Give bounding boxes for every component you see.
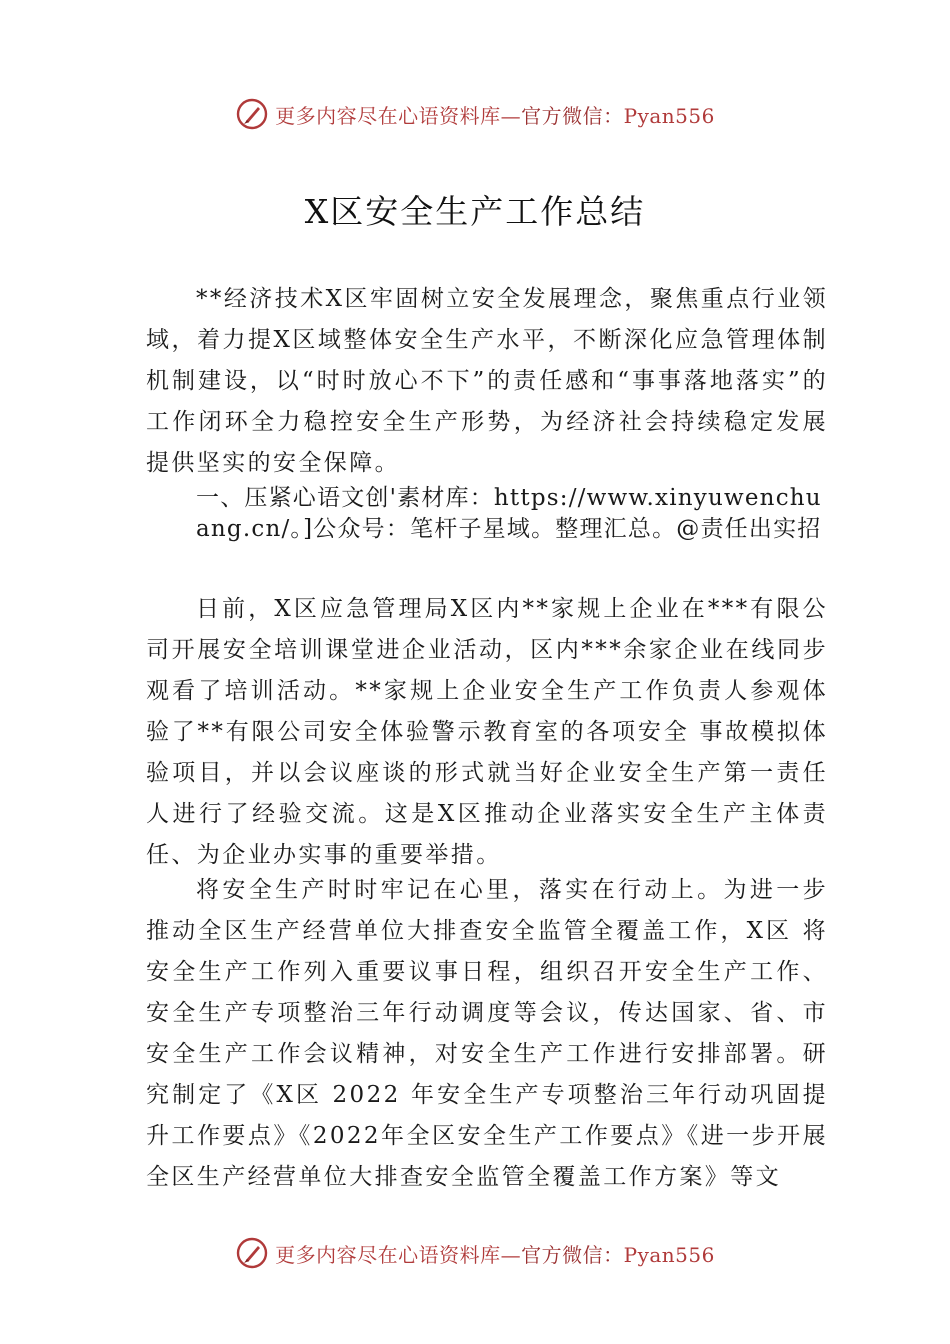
pen-seal-icon — [235, 97, 269, 131]
watermark-text: 更多内容尽在心语资料库—官方微信：Pyan556 — [275, 103, 715, 128]
footer-watermark — [0, 1233, 950, 1273]
watermark-text: 更多内容尽在心语资料库—官方微信：Pyan556 — [275, 1242, 715, 1267]
body-paragraph-2: 将安全生产时时牢记在心里，落实在行动上。为进一步推动全区生产经营单位大排查安全监管全覆盖工作，X区 将安全生产工作列入重要议事日程，组织召开安全生产工作、安全生产专项整治三年行动调度等会议，传达国家、省、市安全生产工作会议精神，对安全生产工作进行安排部署。研究制定了《X区 2022 年安全生产专项整治三年行动巩固提升工作要点》《2022年全区安全生产工作要点》《进一步开展全区生产经营单位大排查安全监管全覆盖工作方案》等文 — [146, 877, 828, 1190]
section-heading: 一、压紧心语文创'素材库：https://www.xinyuwenchuang.cn/。]公众号：笔杆子星域。整理汇总。@责任出实招 — [196, 485, 822, 542]
document-title: X区安全生产工作总结 — [304, 192, 646, 231]
header-watermark — [0, 94, 950, 134]
pen-seal-icon — [235, 1236, 269, 1270]
body-paragraph-1: 日前，X区应急管理局X区内**家规上企业在***有限公司开展安全培训课堂进企业活动，区内***余家企业在线同步观看了培训活动。**家规上企业安全生产工作负责人参观体验了**有限公司安全体验警示教育室的各项安全 事故模拟体验项目，并以会议座谈的形式就当好企业安全生产第一责任人进行了经验交流。这是X区推动企业落实安全生产主体责任、为企业办实事的重要举措。 — [146, 596, 828, 868]
intro-paragraph: **经济技术X区牢固树立安全发展理念，聚焦重点行业领域，着力提X区域整体安全生产水平，不断深化应急管理体制机制建设，以“时时放心不下”的责任感和“事事落地落实”的工作闭环全力稳控安全生产形势，为经济社会持续稳定发展提供坚实的安全保障。 — [146, 286, 828, 476]
